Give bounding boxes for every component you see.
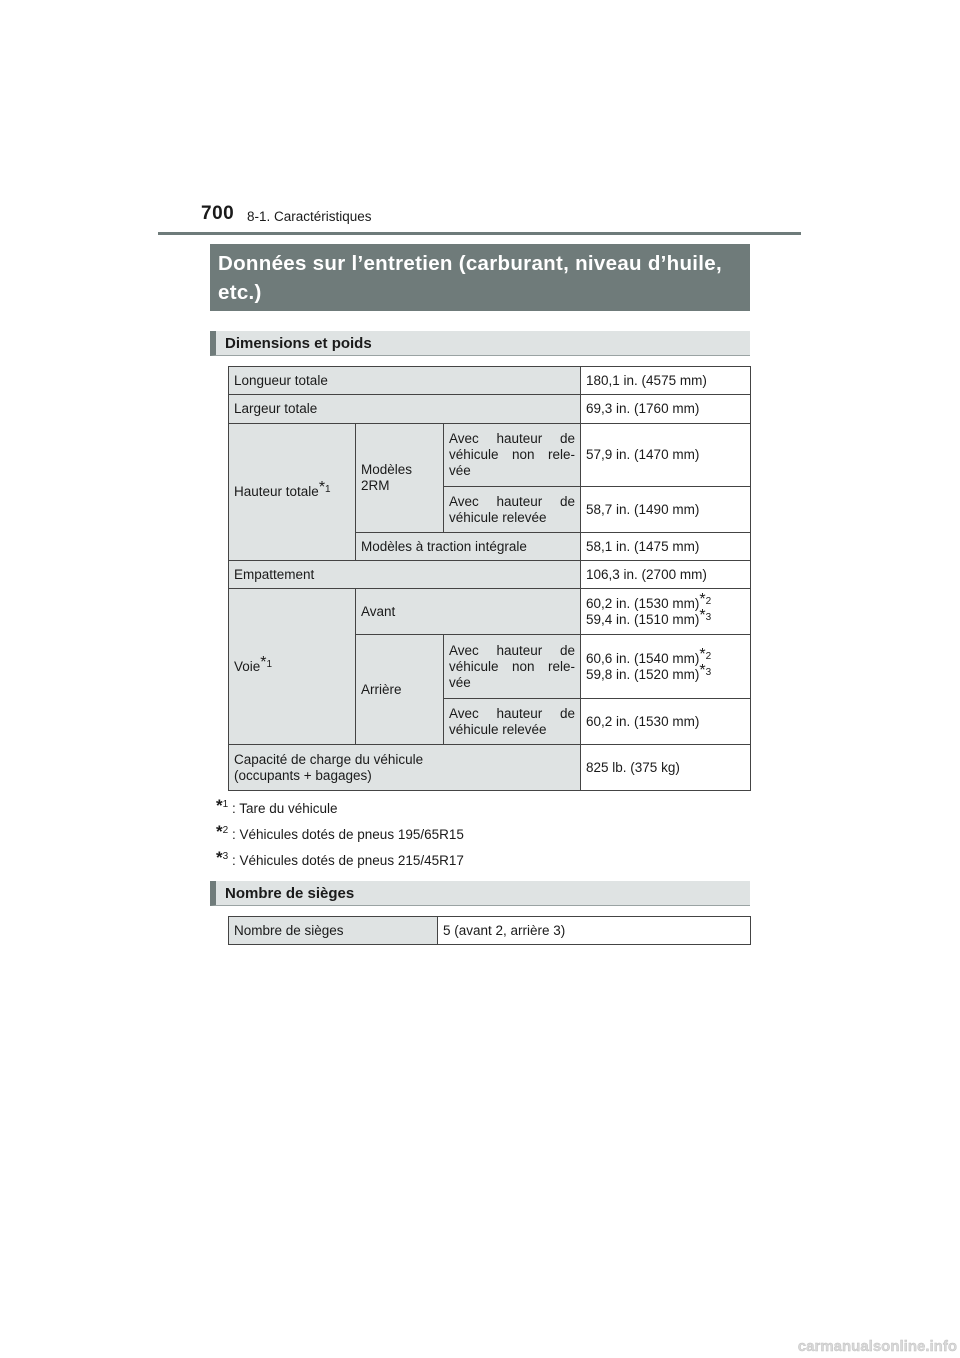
svg-text:carmanualsonline.info: carmanualsonline.info — [797, 1338, 957, 1355]
sub-label: Avec hauteur de véhicule non rele-vée — [444, 635, 581, 699]
row-value: 58,7 in. (1490 mm) — [581, 487, 751, 533]
table-row — [229, 745, 751, 791]
footnote: *$^3$ : Véhicules dotés de pneus 215/45R17 — [216, 848, 464, 868]
table-row — [229, 561, 751, 589]
row-label — [229, 424, 356, 561]
footnote-mark: *1 — [318, 479, 331, 496]
watermark-logo — [770, 1334, 960, 1358]
sub-label: Avant — [356, 589, 581, 635]
sub-label: Avec hauteur de véhicule relevée — [444, 699, 581, 745]
table-row — [229, 424, 751, 487]
header-rule — [158, 232, 801, 235]
seats-table — [228, 916, 751, 945]
row-label: Nombre de sièges — [229, 917, 438, 945]
row-label: Capacité de charge du véhicule (occupants + bagages) — [229, 745, 581, 791]
page-title: Données sur l’entretien (carburant, niveau d’huile, etc.) — [210, 244, 750, 311]
row-value: 60,6 in. (1540 mm)$^{*2}$ 59,8 in. (1520 mm)$^{*3}$ — [581, 635, 751, 699]
footnote: *$^2$ : Véhicules dotés de pneus 195/65R15 — [216, 822, 464, 842]
footnotes — [216, 795, 464, 873]
row-value: 57,9 in. (1470 mm) — [581, 424, 751, 487]
section-heading-seats — [210, 881, 750, 906]
sub-label: Avec hauteur de véhicule relevée — [444, 487, 581, 533]
section-heading-label: Nombre de sièges — [225, 885, 355, 902]
row-value: 69,3 in. (1760 mm) — [581, 395, 751, 424]
row-value: 106,3 in. (2700 mm) — [581, 561, 751, 589]
row-value: 825 lb. (375 kg) — [581, 745, 751, 791]
row-value: 58,1 in. (1475 mm) — [581, 533, 751, 561]
chapter-title: 8-1. Caractéristiques — [247, 209, 372, 224]
hauteur-label: Hauteur totale — [234, 484, 319, 499]
footnote: *$^1$ : Tare du véhicule — [216, 796, 338, 816]
row-label — [229, 589, 356, 745]
section-heading-label: Dimensions et poids — [225, 335, 372, 352]
row-value: 60,2 in. (1530 mm)$^{*2}$ 59,4 in. (1510 mm)$^{*3}$ — [581, 589, 751, 635]
table-row — [229, 589, 751, 635]
table-row — [229, 395, 751, 424]
voie-label: Voie — [234, 658, 261, 674]
page-number: 700 — [201, 203, 235, 224]
sub-label: Modèles 2RM — [356, 424, 444, 533]
dimensions-table — [228, 366, 751, 791]
sub-label: Arrière — [356, 635, 444, 745]
table-row — [229, 367, 751, 395]
table-row — [229, 917, 751, 945]
row-value: 60,2 in. (1530 mm) — [581, 699, 751, 745]
row-value: 180,1 in. (4575 mm) — [581, 367, 751, 395]
row-label: Longueur totale — [229, 367, 581, 395]
sub-label: Avec hauteur de véhicule non rele-vée — [444, 424, 581, 487]
section-heading-dimensions — [210, 331, 750, 356]
sub-label: Modèles à traction intégrale — [356, 533, 581, 561]
footnote-mark: *1 — [260, 653, 273, 671]
row-label: Largeur totale — [229, 395, 581, 424]
row-value: 5 (avant 2, arrière 3) — [438, 917, 751, 945]
row-label: Empattement — [229, 561, 581, 589]
